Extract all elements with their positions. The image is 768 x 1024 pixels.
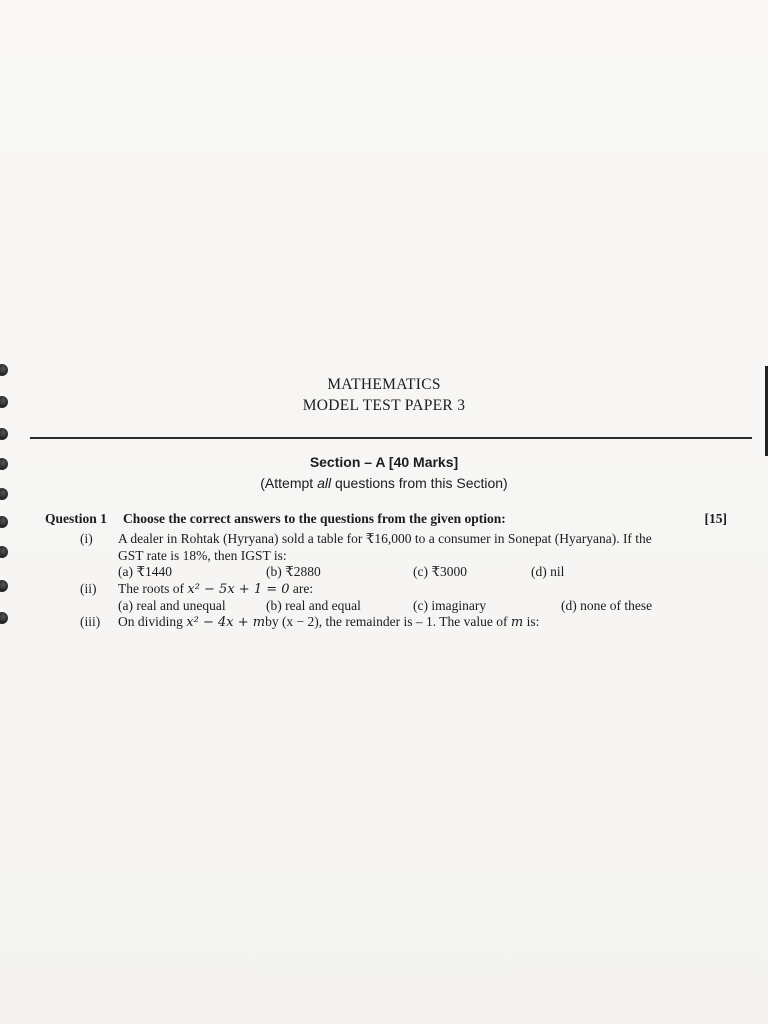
option-a: (a) real and unequal (118, 598, 226, 613)
section-header (0, 452, 768, 494)
subject-title: MATHEMATICS (327, 376, 441, 393)
item-number: (ii) (80, 581, 97, 596)
instruction-text: (Attempt (260, 475, 318, 491)
section-title: Section – A [40 Marks] (309, 454, 459, 470)
math-expression: x² − 4x + m (186, 615, 266, 630)
option-c: (c) imaginary (413, 598, 487, 613)
option-b: (b) ₹2880 (266, 564, 321, 579)
item-text: A dealer in Rohtak (Hyryana) sold a table for ₹16,000 to a consumer in Sonepat (Hyaryana). If the (118, 531, 652, 546)
option-b: (b) real and equal (266, 598, 361, 613)
question-heading (45, 510, 731, 528)
section-instruction (0, 472, 768, 494)
item-text-part: is: (523, 614, 540, 629)
item-number: (i) (80, 531, 93, 546)
math-variable: m (510, 615, 524, 630)
header-divider (30, 437, 752, 439)
math-expression: x² − 5x + 1 = 0 (187, 582, 290, 597)
option-d: (d) nil (531, 564, 565, 579)
item-text-part: The roots of (118, 581, 188, 596)
question-label: Question 1 (45, 511, 107, 526)
question-marks: [15] (704, 511, 727, 526)
binding-hole (0, 612, 8, 624)
instruction-emphasis: all (317, 475, 332, 491)
binding-hole (0, 546, 8, 558)
item-text (118, 580, 733, 598)
item-text-part: On dividing (118, 614, 187, 629)
option-a: (a) ₹1440 (118, 564, 172, 579)
binding-hole (0, 516, 8, 528)
option-d: (d) none of these (561, 598, 653, 613)
instruction-text: questions from this Section) (331, 475, 508, 491)
paper-header (0, 375, 768, 417)
binding-hole (0, 580, 8, 592)
answer-options (118, 597, 718, 614)
item-number: (iii) (80, 614, 101, 629)
binding-hole (0, 428, 8, 440)
item-text (118, 613, 733, 631)
item-text-part: are: (289, 581, 314, 596)
item-text-part: by (x − 2), the remainder is – 1. The value of (265, 614, 511, 629)
item-text: GST rate is 18%, then IGST is: (118, 548, 287, 563)
question-prompt: Choose the correct answers to the questions from the given option: (123, 511, 506, 526)
paper-title: MODEL TEST PAPER 3 (302, 397, 466, 414)
option-c: (c) ₹3000 (413, 564, 467, 579)
answer-options (118, 563, 718, 580)
